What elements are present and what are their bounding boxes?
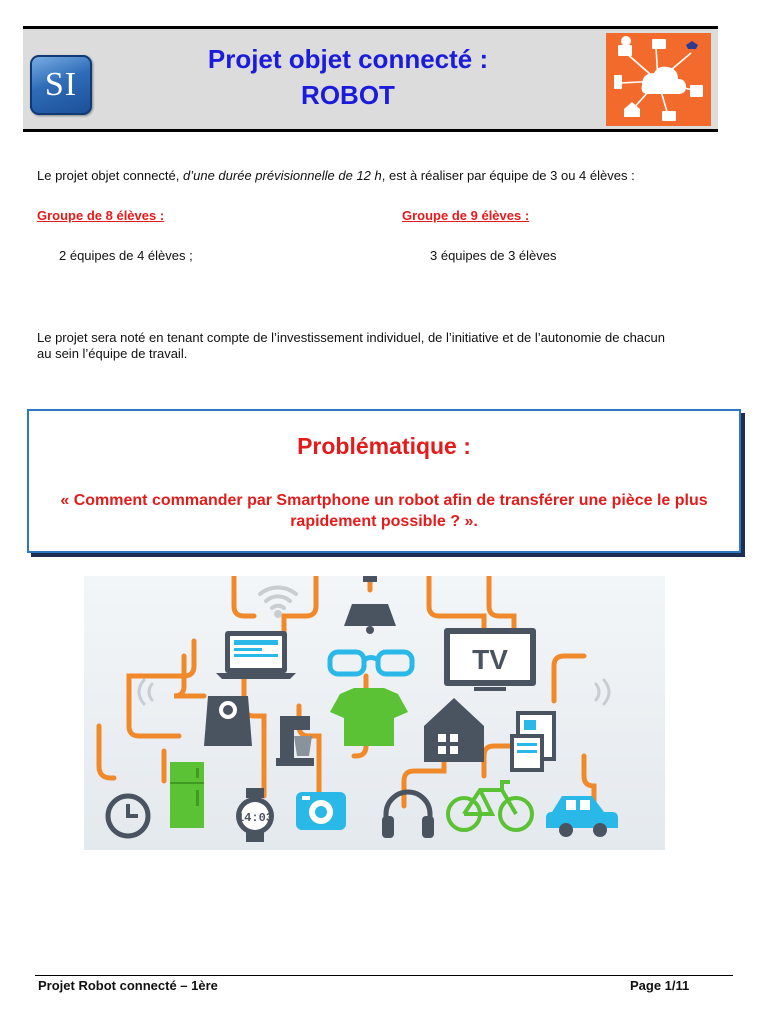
laptop-icon xyxy=(216,631,296,679)
wifi-icon xyxy=(260,587,296,616)
group-9-title: Groupe de 9 élèves : xyxy=(402,208,530,223)
group-8-title: Groupe de 8 élèves : xyxy=(37,208,165,223)
evaluation-line-1: Le projet sera noté en tenant compte de l’investissement individuel, de l’initiative et de l’autonomie de chacun xyxy=(37,330,665,345)
bicycle-icon xyxy=(448,782,532,830)
headphones-icon xyxy=(382,792,434,838)
footer-page-number: Page 1/11 xyxy=(630,978,690,993)
intro-paragraph xyxy=(37,168,737,184)
footer-document-title: Projet Robot connecté – 1ère xyxy=(38,978,218,993)
si-logo xyxy=(30,55,92,115)
intro-duration: d’une durée prévisionnelle de 12 h xyxy=(183,168,382,183)
group-8-detail: 2 équipes de 4 élèves ; xyxy=(59,248,193,263)
group-9-detail: 3 équipes de 3 élèves xyxy=(430,248,557,263)
camera-icon xyxy=(296,792,346,830)
documents-icon xyxy=(510,711,556,772)
tv-icon xyxy=(444,628,536,691)
footer-divider xyxy=(35,975,733,976)
tshirt-icon xyxy=(330,688,408,746)
evaluation-paragraph xyxy=(37,330,737,362)
title-line-2: ROBOT xyxy=(301,80,395,110)
connected-objects-illustration xyxy=(84,576,665,850)
car-icon xyxy=(546,796,618,837)
evaluation-line-2: au sein l’équipe de travail. xyxy=(37,346,188,361)
scale-icon xyxy=(204,696,252,746)
si-logo-text: SI xyxy=(44,66,78,103)
title-line-1: Projet objet connecté : xyxy=(207,44,489,74)
glasses-icon xyxy=(330,652,412,674)
fridge-icon xyxy=(170,762,204,828)
signal-right-icon xyxy=(596,680,609,704)
clock-icon xyxy=(108,796,148,836)
problem-title: Problématique : xyxy=(297,433,471,459)
signal-left-icon xyxy=(139,680,152,704)
connected-objects-drawing xyxy=(84,576,665,850)
house-icon xyxy=(424,698,484,762)
intro-text-2: , est à réaliser par équipe de 3 ou 4 élèves : xyxy=(381,168,635,183)
iot-logo xyxy=(606,33,711,126)
problem-box xyxy=(27,409,741,553)
watch-icon xyxy=(236,788,274,842)
problem-question: « Comment commander par Smartphone un robot afin de transférer une pièce le plus rapidement possible ? ». xyxy=(60,492,708,530)
page-title xyxy=(153,41,543,113)
watch-time: 14:03 xyxy=(236,811,274,825)
tv-label: TV xyxy=(472,644,508,675)
header-banner xyxy=(23,26,718,132)
intro-text-1: Le projet objet connecté, xyxy=(37,168,183,183)
iot-network-icon xyxy=(606,33,711,126)
mixer-icon xyxy=(276,716,314,766)
